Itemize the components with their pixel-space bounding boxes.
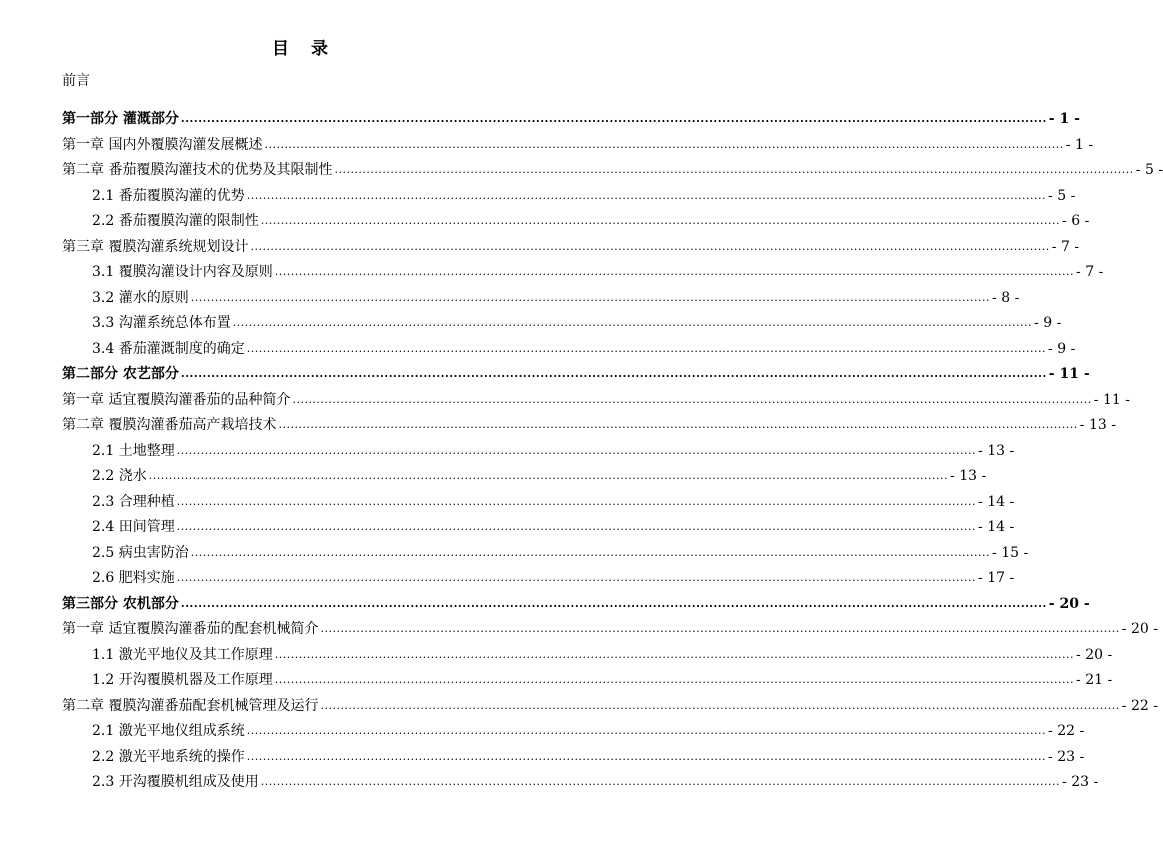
toc-entry-section[interactable]: [0, 542, 1029, 562]
toc-entry-section[interactable]: [0, 261, 1104, 281]
toc-entry-page-number: - 1 -: [1065, 136, 1094, 153]
toc-entry-page-number: - 22 -: [1048, 723, 1085, 739]
toc-entry-page-number: - 11 -: [1048, 366, 1090, 382]
dot-leader: ........................................................................................................................................................................................................: [176, 443, 977, 457]
toc-entry-label: 第三部分 农机部分: [62, 595, 179, 612]
toc-entry-chapter[interactable]: [0, 389, 1130, 409]
toc-entry-label: 2.1 土地整理: [92, 442, 175, 459]
toc-entry-page-number: - 13 -: [950, 468, 987, 484]
dot-leader: ........................................................................................................................................................................................................: [148, 469, 949, 482]
dot-leader: ........................................................................................................................................................................................................: [264, 137, 1064, 151]
dot-leader: ........................................................................................................................................................................................................: [334, 163, 1134, 176]
dot-leader: ........................................................................................................................................................................................................: [246, 749, 1047, 763]
toc-entry-page-number: - 13 -: [1079, 417, 1116, 433]
toc-entry-label: 1.1 激光平地仪及其工作原理: [92, 646, 273, 663]
toc-entry-label: 2.4 田间管理: [92, 519, 175, 535]
dot-leader: ........................................................................................................................................................................................................: [278, 418, 1078, 431]
toc-entry-label: 第三章 覆膜沟灌系统规划设计: [62, 238, 249, 255]
toc-entry-section[interactable]: [0, 567, 1015, 587]
toc-entry-label: 2.3 合理种植: [92, 493, 175, 510]
toc-entry-label: 第一部分 灌溉部分: [62, 111, 179, 127]
toc-entry-section[interactable]: [0, 185, 1076, 205]
toc-entry-part[interactable]: [0, 363, 1090, 383]
toc-entry-label: 2.2 浇水: [92, 468, 147, 484]
toc-entry-chapter[interactable]: [0, 695, 1158, 715]
toc-entry-label: 2.5 病虫害防治: [92, 544, 189, 561]
toc-entry-section[interactable]: [0, 491, 1015, 511]
toc-entry-page-number: - 6 -: [1062, 213, 1090, 229]
toc-entry-section[interactable]: [0, 465, 987, 485]
toc-entry-label: 第二章 番茄覆膜沟灌技术的优势及其限制性: [62, 162, 333, 178]
toc-entry-label: 第二章 覆膜沟灌番茄配套机械管理及运行: [62, 697, 319, 714]
toc-entry-page-number: - 9 -: [1048, 340, 1076, 357]
dot-leader: ........................................................................................................................................................................................................: [274, 265, 1075, 278]
toc-entry-page-number: - 5 -: [1135, 162, 1163, 178]
toc-entry-chapter[interactable]: [0, 618, 1158, 638]
dot-leader: ........................................................................................................................................................................................................: [292, 392, 1092, 406]
toc-entry-label: 2.2 激光平地系统的操作: [92, 748, 245, 765]
toc-entry-page-number: - 23 -: [1048, 748, 1085, 765]
toc-entry-label: 3.4 番茄灌溉制度的确定: [92, 340, 245, 357]
dot-leader: ........................................................................................................................................................................................................: [176, 494, 977, 508]
toc-entry-page-number: - 17 -: [978, 570, 1015, 586]
dot-leader: ........................................................................................................................................................................................................: [246, 341, 1047, 355]
title-char: 录: [311, 39, 328, 59]
dot-leader: ........................................................................................................................................................................................................: [180, 112, 1047, 125]
toc-entry-page-number: - 8 -: [992, 289, 1020, 306]
toc-entry-page-number: - 7 -: [1076, 264, 1104, 280]
title-char: 目: [272, 39, 289, 59]
dot-leader: ........................................................................................................................................................................................................: [176, 520, 977, 533]
dot-leader: ........................................................................................................................................................................................................: [320, 622, 1120, 635]
dot-leader: ........................................................................................................................................................................................................: [250, 239, 1050, 253]
dot-leader: ........................................................................................................................................................................................................: [232, 316, 1033, 329]
dot-leader: ........................................................................................................................................................................................................: [190, 545, 991, 559]
toc-entry-page-number: - 11 -: [1093, 391, 1130, 408]
dot-leader: ........................................................................................................................................................................................................: [274, 673, 1075, 686]
toc-entry-page-number: - 14 -: [978, 519, 1015, 535]
toc-entry-page-number: - 21 -: [1076, 672, 1113, 688]
toc-entry-page-number: - 20 -: [1121, 621, 1158, 637]
toc-entry-chapter[interactable]: [0, 134, 1094, 154]
toc-entry-label: 2.1 激光平地仪组成系统: [92, 723, 245, 739]
toc-entry-label: 3.2 灌水的原则: [92, 289, 189, 306]
toc-entry-page-number: - 15 -: [992, 544, 1029, 561]
dot-leader: ........................................................................................................................................................................................................: [320, 698, 1120, 712]
toc-entry-label: 第二部分 农艺部分: [62, 366, 179, 382]
dot-leader: ........................................................................................................................................................................................................: [260, 214, 1061, 227]
toc-entry-label: 第二章 覆膜沟灌番茄高产栽培技术: [62, 417, 277, 433]
toc-entry-section[interactable]: [0, 644, 1113, 664]
dot-leader: ........................................................................................................................................................................................................: [246, 188, 1047, 202]
toc-entry-section[interactable]: [0, 210, 1090, 230]
dot-leader: ........................................................................................................................................................................................................: [180, 367, 1047, 380]
toc-entry-page-number: - 22 -: [1121, 697, 1158, 714]
toc-entry-section[interactable]: [0, 338, 1076, 358]
toc-entry-section[interactable]: [0, 287, 1020, 307]
dot-leader: ........................................................................................................................................................................................................: [190, 290, 991, 304]
toc-entry-label: 3.3 沟灌系统总体布置: [92, 315, 231, 331]
toc-entry-label: 2.6 肥料实施: [92, 570, 175, 586]
toc-entry-page-number: - 13 -: [978, 442, 1015, 459]
toc-entry-label: 第一章 国内外覆膜沟灌发展概述: [62, 136, 263, 153]
toc-entry-section[interactable]: [0, 440, 1015, 460]
toc-entry-label: 第一章 适宜覆膜沟灌番茄的品种简介: [62, 391, 291, 408]
toc-entry-section[interactable]: [0, 312, 1062, 332]
toc-entry-section[interactable]: [0, 720, 1085, 740]
toc-entry-page-number: - 1 -: [1048, 111, 1080, 127]
toc-entry-chapter[interactable]: [0, 236, 1080, 256]
page-title: [0, 34, 600, 59]
toc-entry-page-number: - 20 -: [1076, 646, 1113, 663]
toc-entry-page-number: - 7 -: [1051, 238, 1080, 255]
dot-leader: ........................................................................................................................................................................................................: [246, 724, 1047, 737]
toc-entry-page-number: - 5 -: [1048, 187, 1076, 204]
toc-entry-section[interactable]: [0, 746, 1085, 766]
toc-entry-label: 2.1 番茄覆膜沟灌的优势: [92, 187, 245, 204]
toc-entry-preface[interactable]: 前言: [62, 73, 90, 89]
toc-entry-chapter[interactable]: [0, 414, 1116, 434]
toc-entry-label: 3.1 覆膜沟灌设计内容及原则: [92, 264, 273, 280]
toc-entry-part[interactable]: [0, 593, 1090, 613]
dot-leader: ........................................................................................................................................................................................................: [260, 775, 1061, 788]
toc-entry-section[interactable]: [0, 771, 1099, 791]
toc-entry-page-number: - 20 -: [1048, 595, 1090, 612]
toc-entry-page-number: - 14 -: [978, 493, 1015, 510]
toc-entry-page-number: - 23 -: [1062, 774, 1099, 790]
toc-entry-section[interactable]: [0, 669, 1113, 689]
dot-leader: ........................................................................................................................................................................................................: [274, 647, 1075, 661]
toc-entry-page-number: - 9 -: [1034, 315, 1062, 331]
toc-entry-chapter[interactable]: [0, 159, 1163, 179]
toc-entry-label: 1.2 开沟覆膜机器及工作原理: [92, 672, 273, 688]
toc-entry-label: 第一章 适宜覆膜沟灌番茄的配套机械简介: [62, 621, 319, 637]
toc-entry-label: 2.2 番茄覆膜沟灌的限制性: [92, 213, 259, 229]
toc-entry-part[interactable]: [0, 108, 1080, 128]
toc-entry-label: 2.3 开沟覆膜机组成及使用: [92, 774, 259, 790]
toc-entry-section[interactable]: [0, 516, 1015, 536]
dot-leader: ........................................................................................................................................................................................................: [176, 571, 977, 584]
dot-leader: ........................................................................................................................................................................................................: [180, 596, 1047, 610]
